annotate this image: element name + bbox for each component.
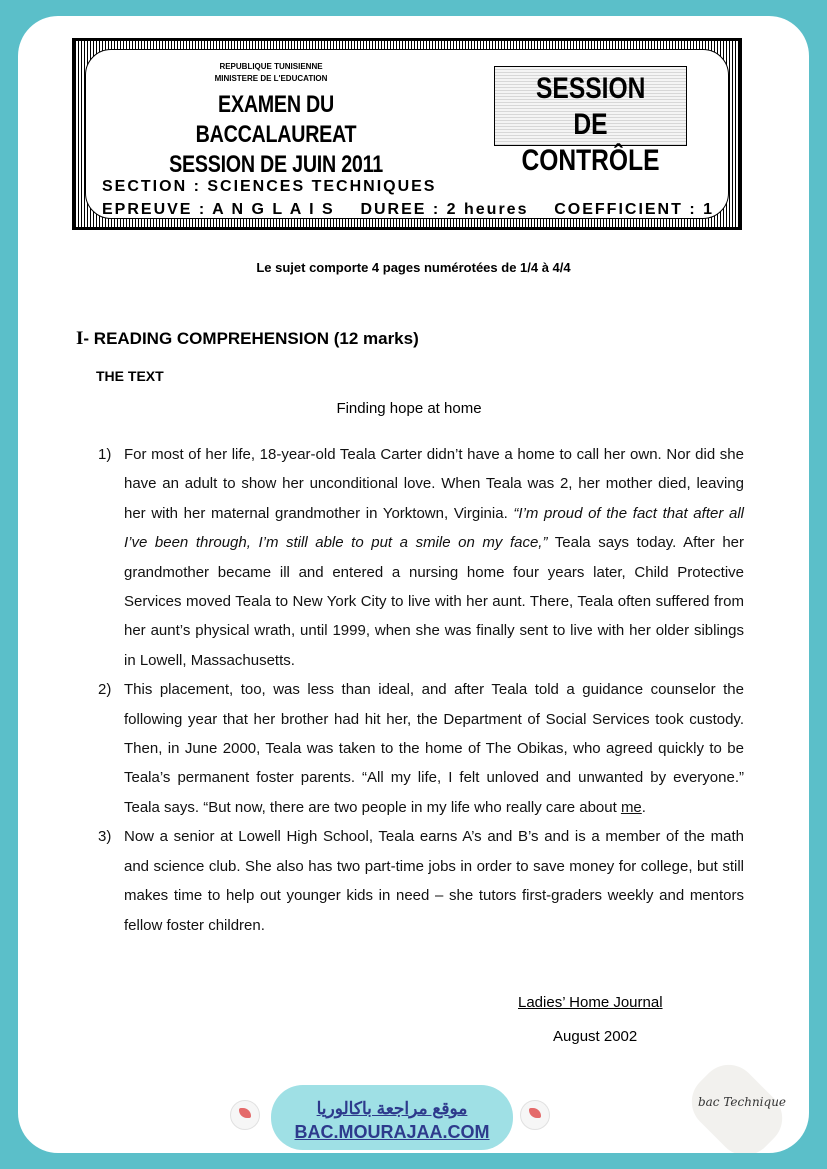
quote: “I’m proud of the fact that after all I’ve been through, I’m still able to put a smile on my face,” bbox=[124, 504, 744, 552]
paragraph-1 bbox=[98, 440, 744, 675]
source-date: August 2002 bbox=[553, 1028, 638, 1045]
exam-title: EXAMEN DU BACCALAUREAT SESSION DE JUIN 2011 bbox=[169, 91, 383, 178]
section-title: - READING COMPREHENSION (12 marks) bbox=[83, 329, 419, 348]
duree-label: DUREE : 2 heures bbox=[360, 201, 529, 218]
section-heading bbox=[76, 328, 419, 350]
paragraph-body: For most of her life, 18-year-old Teala Carter didn’t have a home to call her own. Nor did she have an adult to show her unconditional love. When Teala was 2, her mother died, leaving her with her maternal grandmother in Yorktown, Virginia. “I’m proud of the fact that after all I’ve been through, I’m still able to put a smile on my face,” Teala says today. After her grandmother became ill and entered a nursing home four years later, Child Protective Services moved Teala to New York City to live with her aunt. There, Teala often suffered from her aunt’s physical wrath, until 1999, when she was finally sent to live with her older siblings in Lowell, Massachusetts. bbox=[124, 446, 745, 669]
story-title: Finding hope at home bbox=[336, 400, 482, 417]
underlined-word: me bbox=[620, 798, 642, 816]
session-box: SESSION DE CONTRÔLE bbox=[494, 66, 687, 146]
paragraph-number: 1) bbox=[98, 446, 112, 463]
paragraph-body: Now a senior at Lowell High School, Teala earns A’s and B’s and is a member of the math and science club. She also has two part-time jobs in order to save money for college, but still makes time to help out younger kids in need – she tutors first-graders weekly and mentors fellow foster children. bbox=[124, 828, 744, 934]
source-citation: Ladies’ Home Journal bbox=[518, 994, 663, 1011]
site-banner[interactable] bbox=[271, 1085, 513, 1150]
exam-page bbox=[18, 16, 809, 1153]
section-line: SECTION : SCIENCES TECHNIQUES bbox=[102, 178, 437, 195]
site-logo-icon bbox=[230, 1100, 260, 1130]
paragraph-2 bbox=[98, 675, 744, 822]
banner-arabic-title[interactable]: موقع مراجعة باكالوريا bbox=[316, 1099, 468, 1118]
republic-label: REPUBLIQUE TUNISIENNE MINISTERE DE L'EDUCATION bbox=[214, 62, 328, 83]
paragraph-number: 3) bbox=[98, 828, 112, 846]
epreuve-label: EPREUVE : A N G L A I S bbox=[102, 201, 335, 218]
banner-url-link[interactable]: BAC.MOURAJAA.COM bbox=[294, 1122, 490, 1142]
coefficient-label: COEFFICIENT : 1 bbox=[554, 201, 714, 218]
text-label: THE TEXT bbox=[96, 368, 164, 384]
paragraph-body: This placement, too, was less than ideal, and after Teala told a guidance counselor the following year that her brother had hit her, the Department of Social Services took custody. Then, in June 2000, Teala was taken to the home of The Obikas, who agreed quickly to be Teala’s permanent foster parents. “All my life, I felt unloved and unwanted by everyone.” Teala says. “But now, there are two people in my life who really care about me. bbox=[124, 681, 744, 816]
exam-header-inner bbox=[85, 49, 729, 219]
text-paragraphs bbox=[98, 440, 744, 940]
bac-technique-label: bac Technique bbox=[697, 1095, 787, 1109]
paragraph-3 bbox=[98, 822, 744, 940]
section-number: I bbox=[76, 328, 84, 349]
site-logo-icon bbox=[520, 1100, 550, 1130]
exam-header bbox=[72, 38, 742, 230]
epreuve-line bbox=[102, 201, 714, 219]
page-count-note: Le sujet comporte 4 pages numérotées de 1/4 à 4/4 bbox=[256, 260, 571, 275]
paragraph-number: 2) bbox=[98, 681, 112, 699]
